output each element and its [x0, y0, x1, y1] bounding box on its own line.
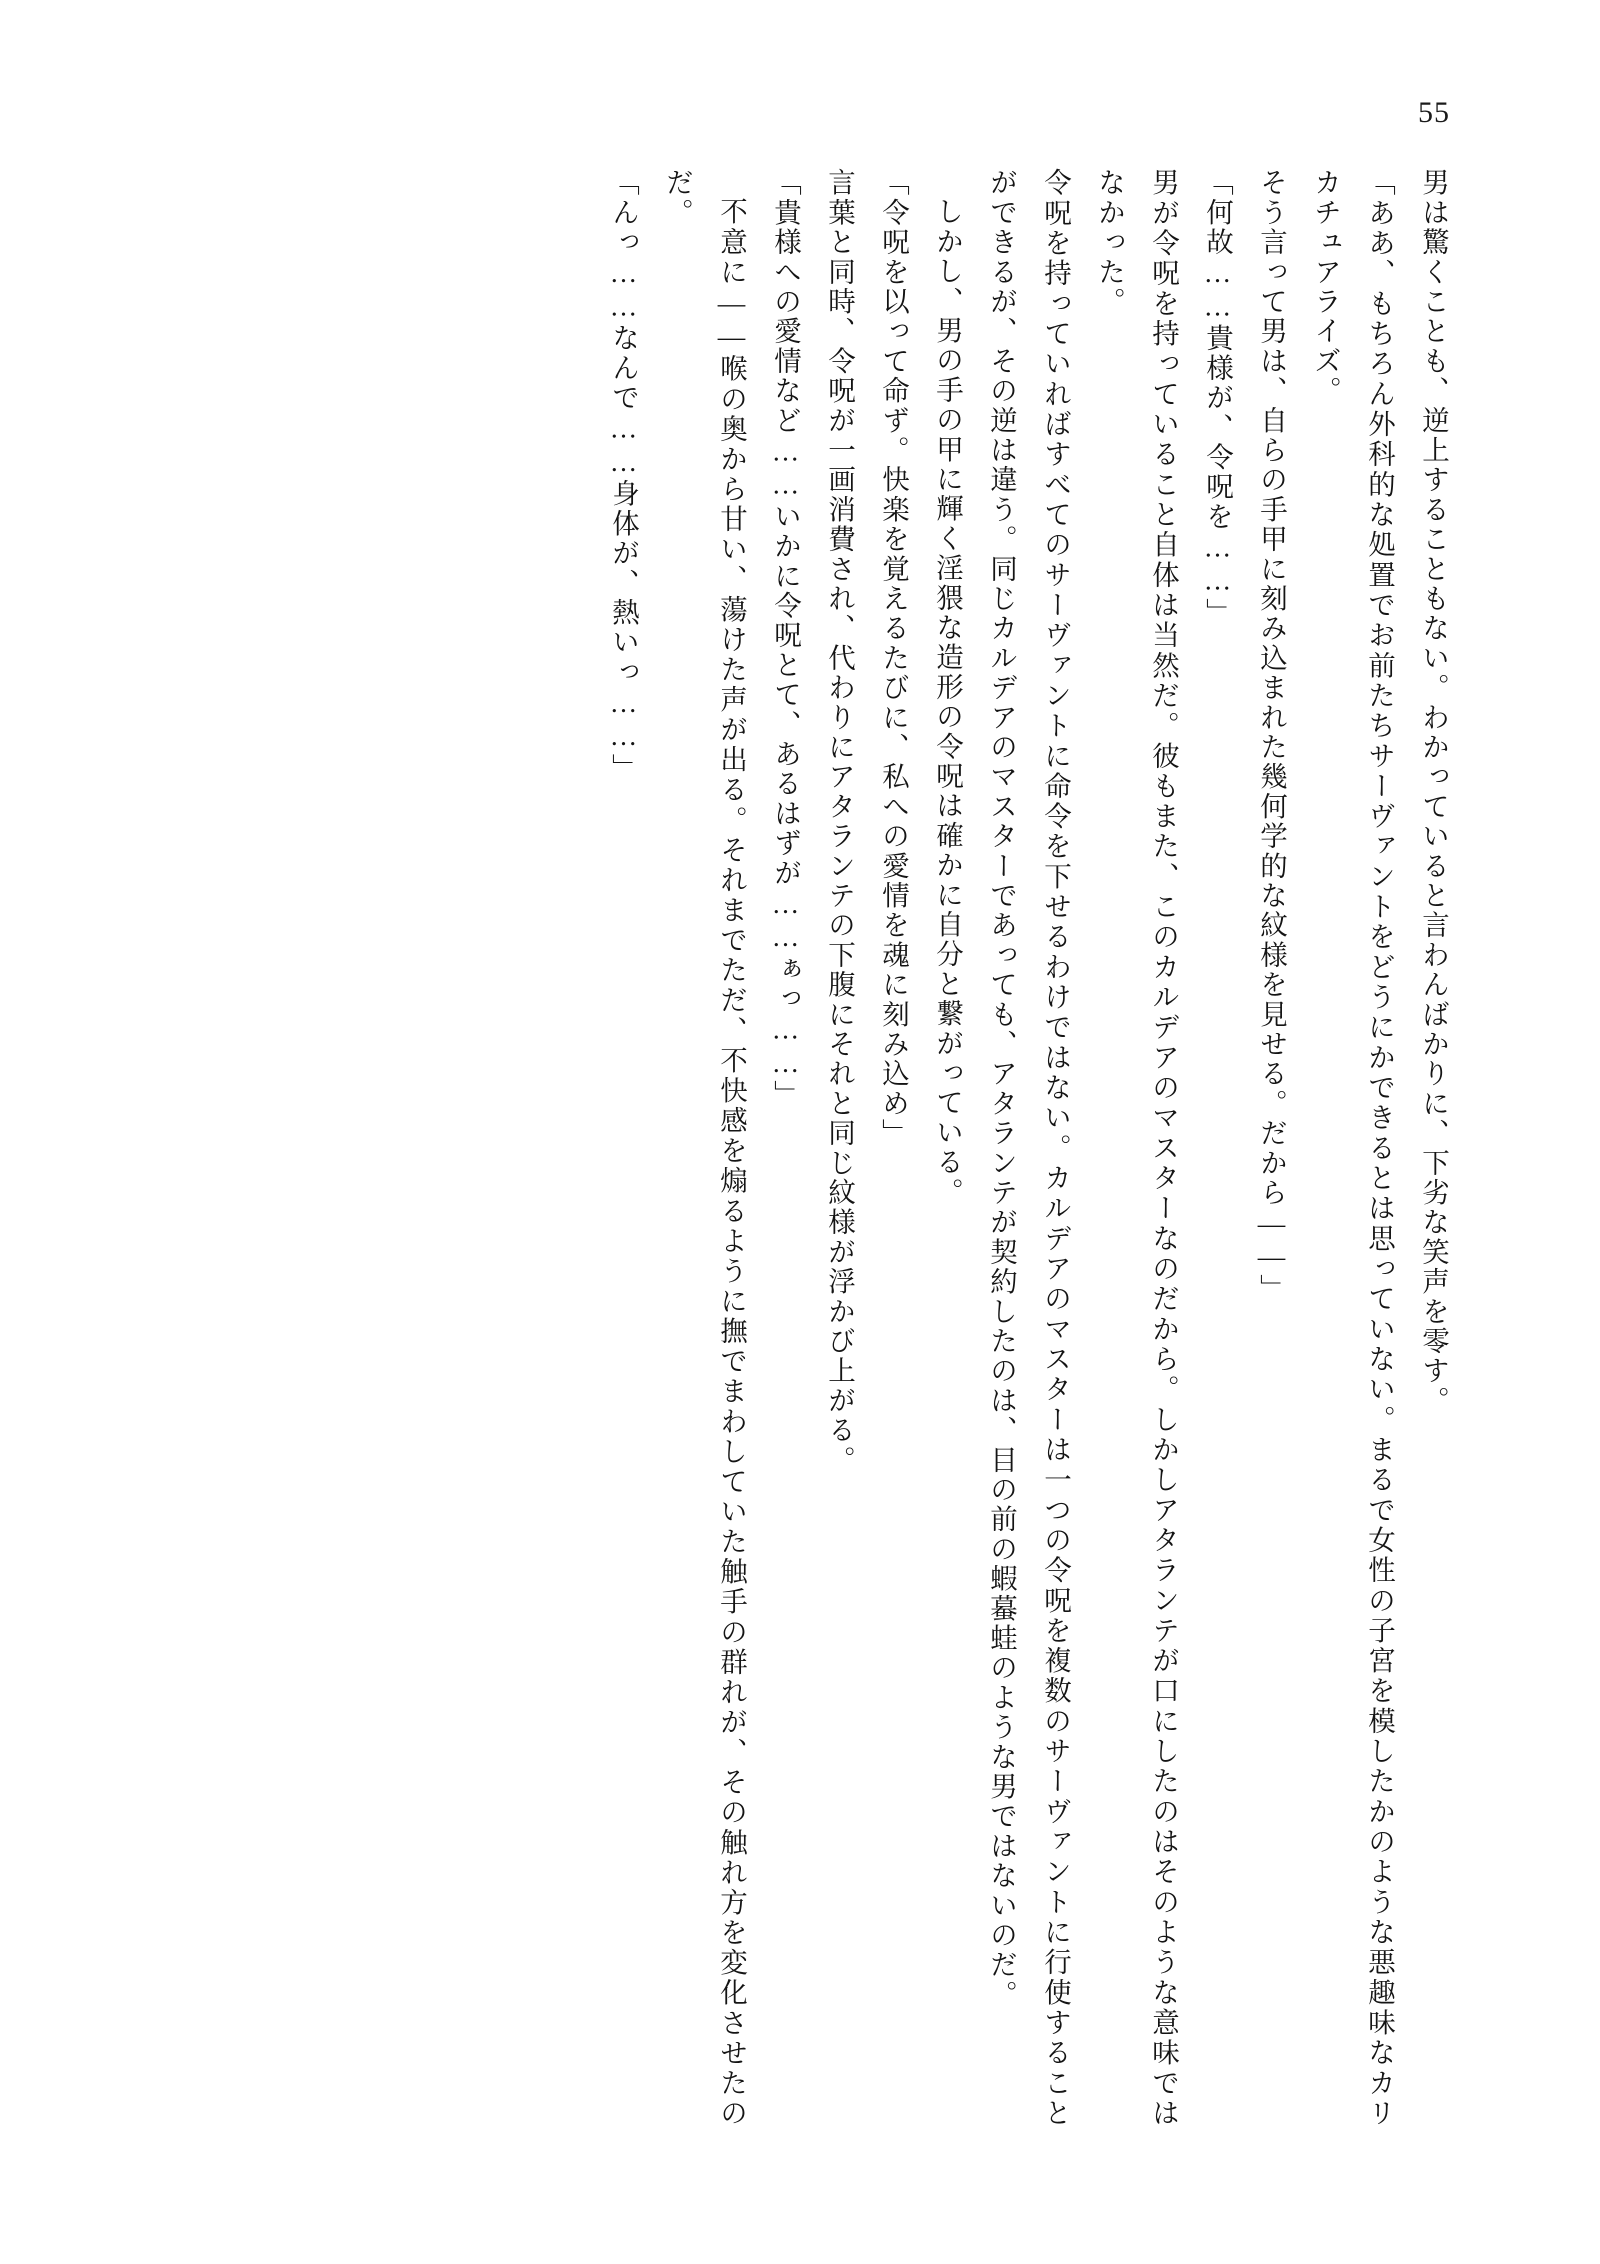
paragraph: 「んっ……なんで……身体が、熱いっ……」 [608, 168, 639, 783]
paragraph: 「何故……貴様が、令呪を……」 [1202, 168, 1233, 628]
page-body-text [195, 168, 1460, 2128]
paragraph: 不意に――喉の奥から甘い、蕩けた声が出る。それまでただ、不快感を煽るように撫でまわしていた触手の群れが、その触れ方を変化させたのだ。 [662, 168, 747, 2128]
paragraph: しかし、男の手の甲に輝く淫猥な造形の令呪は確かに自分と繋がっている。 [932, 197, 963, 1207]
paragraph: 言葉と同時、令呪が一画消費され、代わりにアタランテの下腹にそれと同じ紋様が浮かび上がる。 [824, 168, 855, 1475]
paragraph: そう言って男は、自らの手甲に刻み込まれた幾何学的な紋様を見せる。だから――」 [1256, 168, 1287, 1304]
paragraph: 「ああ、もちろん外科的な処置でお前たちサーヴァントをどうにかできるとは思っていない。まるで女性の子宮を模したかのような悪趣味なカリカチュアライズ。 [1310, 168, 1395, 2128]
paragraph: 令呪を持っていればすべてのサーヴァントに命令を下せるわけではない。カルデアのマスターは一つの令呪を複数のサーヴァントに行使することができるが、その逆は違う。同じカルデアのマスターであっても、アタランテが契約したのは、目の前の蝦蟇蛙のような男ではないのだ。 [986, 168, 1071, 2128]
paragraph: 「貴様への愛情など……いかに令呪とて、あるはずが……ぁっ……」 [770, 168, 801, 1110]
paragraph: 「令呪を以って命ず。快楽を覚えるたびに、私への愛情を魂に刻み込め」 [878, 168, 909, 1149]
paragraph: 男は驚くことも、逆上することもない。わかっていると言わんばかりに、下劣な笑声を零す。 [1418, 168, 1449, 1416]
page-number: 55 [1418, 96, 1450, 129]
paragraph: 男が令呪を持っていること自体は当然だ。彼もまた、このカルデアのマスターなのだから。しかしアタランテが口にしたのはそのような意味ではなかった。 [1094, 168, 1179, 2128]
